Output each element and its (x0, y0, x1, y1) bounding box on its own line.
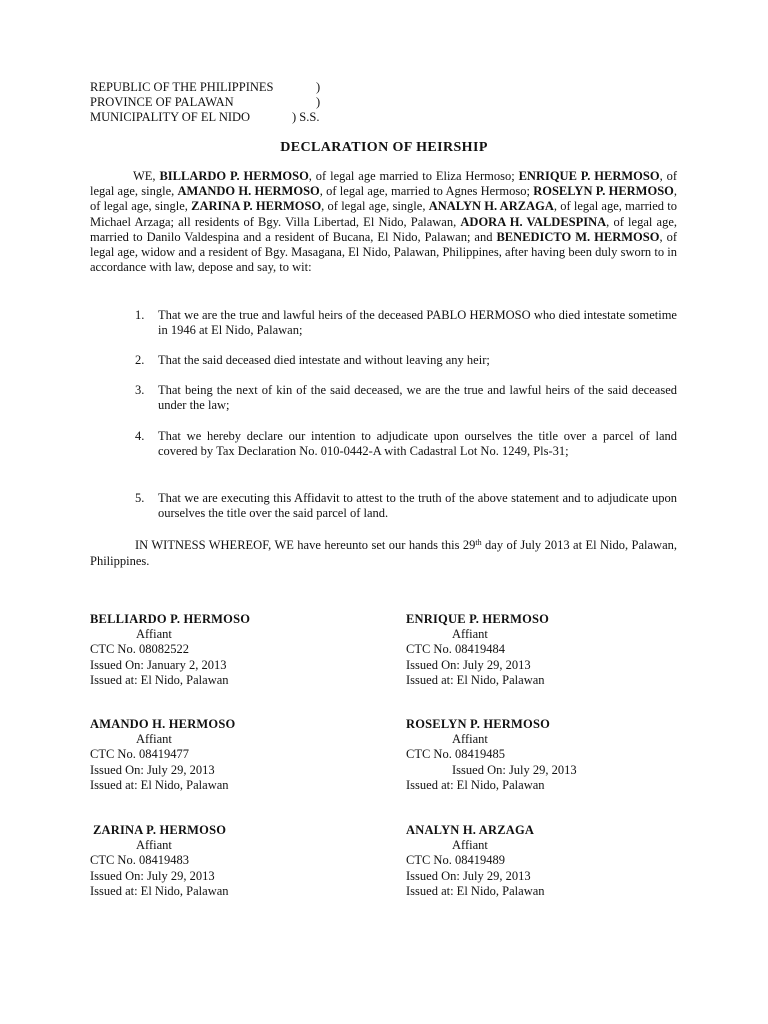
venue-municipality: MUNICIPALITY OF EL NIDO (90, 110, 251, 124)
issued-on: Issued On: July 29, 2013 (406, 657, 531, 672)
heir-name: ZARINA P. HERMOSO (191, 199, 322, 214)
item-text: That being the next of kin of the said deceased, we are the true and lawful heirs of the said deceased under the law; (158, 383, 677, 413)
signature-block (406, 823, 706, 899)
issued-at: Issued at: El Nido, Palawan (90, 883, 229, 898)
ctc-number: CTC No. 08419489 (406, 853, 505, 868)
declaration-item (90, 353, 677, 368)
intro-text: , of legal age, married to Agnes Hermoso; (319, 184, 534, 199)
declaration-item (90, 383, 677, 413)
venue-country: REPUBLIC OF THE PHILIPPINES (90, 80, 274, 94)
affiant-role: Affiant (136, 838, 172, 853)
item-text: That the said deceased died intestate and without leaving any heir; (158, 353, 490, 367)
item-text: That we are the true and lawful heirs of the deceased PABLO HERMOSO who died intestate sometime in 1946 at El Nido, Palawan; (158, 308, 677, 338)
affiant-role: Affiant (452, 732, 488, 747)
venue-paren: ) (316, 95, 321, 109)
intro-text: , of legal age, married to Michael Arzaga; all residents of Bgy. Villa Libertad, El Nido, Palawan, (90, 199, 677, 229)
affiant-name: ENRIQUE P. HERMOSO (406, 612, 550, 626)
heir-name: ANALYN H. ARZAGA (428, 199, 554, 214)
item-number: 1. (135, 308, 145, 322)
item-text: That we are executing this Affidavit to attest to the truth of the above statement and to adjudicate upon ourselves the title over the said parcel of land. (158, 491, 677, 521)
witness-text: day of July 2013 at El Nido, Palawan, Philippines. (90, 538, 677, 568)
issued-at: Issued at: El Nido, Palawan (90, 672, 229, 687)
heir-name: ADORA H. VALDESPINA (460, 214, 607, 229)
heir-name: ENRIQUE P. HERMOSO (518, 169, 660, 183)
issued-on: Issued On: July 29, 2013 (90, 868, 215, 883)
affiant-name: ZARINA P. HERMOSO (93, 823, 227, 837)
ctc-number: CTC No. 08419485 (406, 747, 505, 762)
issued-at: Issued at: El Nido, Palawan (406, 883, 545, 898)
ctc-number: CTC No. 08419484 (406, 642, 505, 657)
witness-ordinal: th (475, 538, 482, 547)
item-text: That we hereby declare our intention to adjudicate upon ourselves the title over a parcel of land covered by Tax Declaration No. 010-0442-A with Cadastral Lot No. 1249, Pls-31; (158, 429, 677, 459)
signature-block (90, 717, 390, 793)
venue-ss: ) S.S. (292, 110, 320, 124)
venue-paren: ) (316, 80, 321, 94)
affiant-role: Affiant (136, 627, 172, 642)
item-number: 3. (135, 383, 145, 397)
intro-text: , of legal age, widow and a resident of Bgy. Masagana, El Nido, Palawan, Philippines, after having been duly sworn to in accordance with law, depose and say, to wit: (90, 229, 677, 275)
heir-name: ROSELYN P. HERMOSO (533, 184, 674, 199)
venue-block (90, 80, 321, 125)
document-title: DECLARATION OF HEIRSHIP (280, 140, 488, 155)
heir-name: BILLARDO P. HERMOSO (159, 169, 309, 183)
heir-name: AMANDO H. HERMOSO (177, 184, 320, 199)
witness-paragraph (90, 537, 677, 569)
intro-text: , of legal age, single, (321, 199, 429, 214)
intro-text: , of legal age married to Eliza Hermoso; (308, 169, 519, 183)
heir-name: BENEDICTO M. HERMOSO (496, 229, 660, 244)
item-number: 2. (135, 353, 145, 367)
ctc-number: CTC No. 08419483 (90, 853, 189, 868)
issued-on: Issued On: January 2, 2013 (90, 657, 227, 672)
signature-block (406, 717, 706, 793)
venue-province: PROVINCE OF PALAWAN (90, 95, 234, 109)
witness-text: IN WITNESS WHEREOF, WE have hereunto set our hands this 29 (135, 538, 476, 552)
affiant-name: BELLIARDO P. HERMOSO (90, 612, 251, 626)
intro-paragraph (90, 169, 677, 275)
issued-on: Issued On: July 29, 2013 (452, 762, 577, 777)
signature-block (90, 612, 390, 688)
intro-text: , of legal age, single, (90, 184, 678, 214)
declaration-item (90, 491, 677, 521)
issued-on: Issued On: July 29, 2013 (90, 762, 215, 777)
affiant-role: Affiant (452, 838, 488, 853)
affiant-role: Affiant (136, 732, 172, 747)
intro-text: WE, (133, 169, 160, 183)
affiant-name: ROSELYN P. HERMOSO (406, 717, 551, 731)
item-number: 4. (135, 429, 145, 443)
signature-block (90, 823, 393, 899)
issued-at: Issued at: El Nido, Palawan (90, 777, 229, 792)
affiant-name: ANALYN H. ARZAGA (406, 823, 535, 837)
ctc-number: CTC No. 08419477 (90, 747, 189, 762)
affiant-role: Affiant (452, 627, 488, 642)
item-number: 5. (135, 491, 145, 505)
issued-at: Issued at: El Nido, Palawan (406, 672, 545, 687)
affiant-name: AMANDO H. HERMOSO (90, 717, 236, 731)
ctc-number: CTC No. 08082522 (90, 642, 189, 657)
signature-block (406, 612, 706, 688)
declaration-item (90, 429, 677, 459)
intro-text: , of legal age, single, (90, 169, 677, 199)
issued-at: Issued at: El Nido, Palawan (406, 777, 545, 792)
intro-text: , of legal age, married to Danilo Valdespina and a resident of Bucana, El Nido, Palawan; and (90, 214, 677, 244)
issued-on: Issued On: July 29, 2013 (406, 868, 531, 883)
declaration-item (90, 308, 677, 338)
